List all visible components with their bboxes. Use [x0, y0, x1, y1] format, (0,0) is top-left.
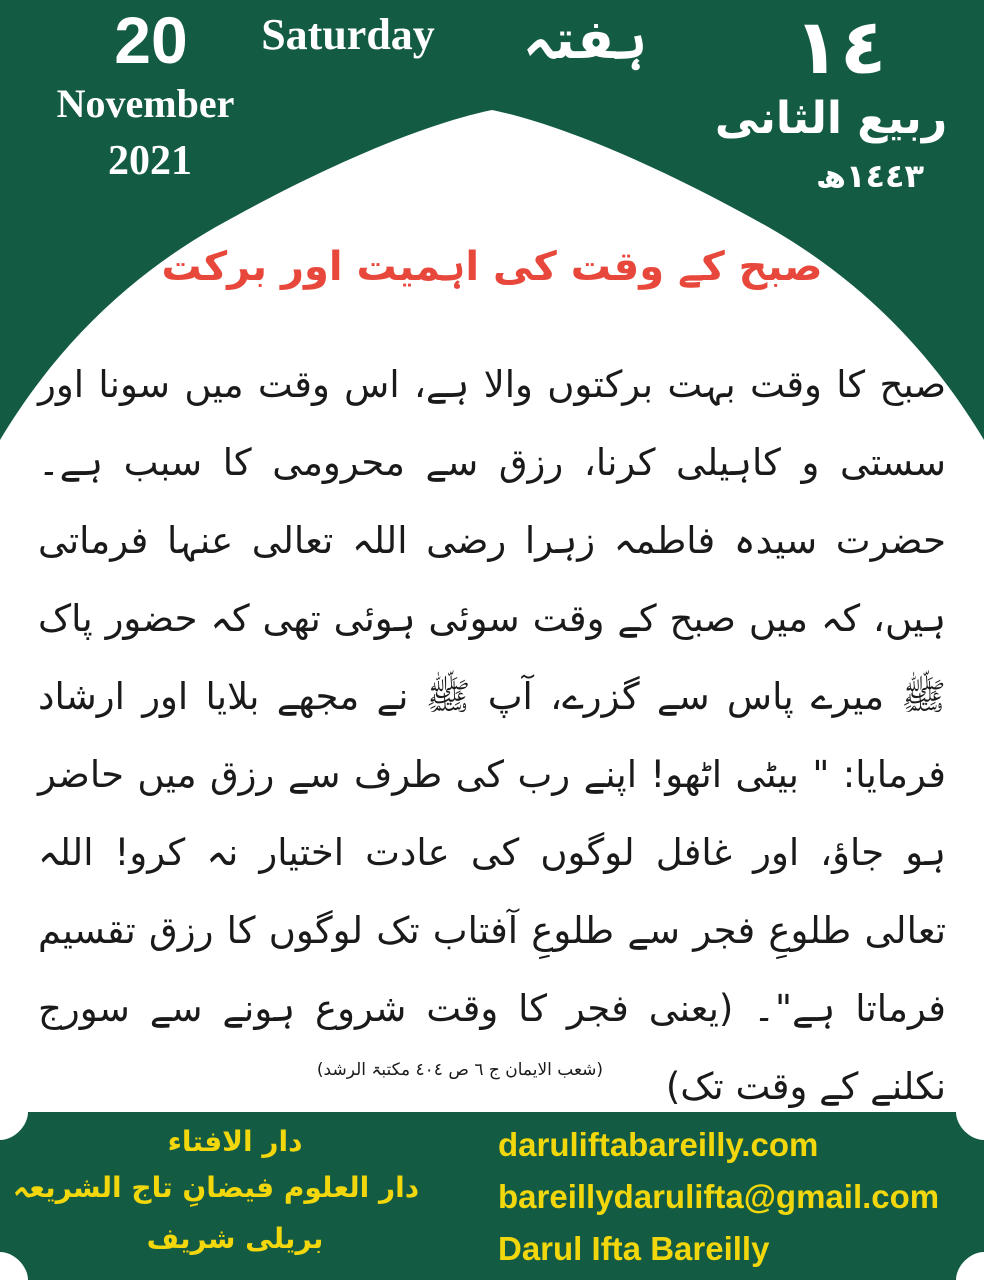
- urdu-weekday: ہفتہ: [522, 8, 648, 71]
- hijri-day: ١٤: [793, 2, 887, 91]
- footer-organization-name: Darul Ifta Bareilly: [498, 1230, 770, 1267]
- gregorian-month: November: [56, 81, 235, 126]
- gregorian-year: 2021: [108, 138, 192, 184]
- gregorian-day: 20: [114, 3, 188, 77]
- footer-email-link[interactable]: bareillydarulifta@gmail.com: [498, 1178, 940, 1215]
- hijri-year: ١٤٤٣ھ: [815, 157, 925, 195]
- source-reference: (شعب الایمان ج ٦ ص ٤٠٤ مکتبۃ الرشد): [316, 1060, 604, 1080]
- article-body: صبح کا وقت بہت برکتوں والا ہے، اس وقت میں سونا اور سستی و کاہیلی کرنا، رزق سے محرومی کا سبب ہے۔ حضرت سیدہ فاطمہ زہرا رضی اللہ تعالی عنہا فرماتی ہیں، کہ میں صبح کے وقت سوئی ہوئی تھی کہ حضور پاک ﷺ میرے پاس سے گزرے، آپ ﷺ نے مجھے بلایا اور ارشاد فرمایا: " بیٹی اٹھو! اپنے رب کی طرف سے رزق میں حاضر ہو جاؤ، اور غافل لوگوں کی عادت اختیار نہ کرو! اللہ تعالی طلوعِ فجر سے طلوعِ آفتاب تک لوگوں کا رزق تقسیم فرماتا ہے"۔ (یعنی فجر کا وقت شروع ہونے سے سورج نکلنے کے وقت تک): [38, 363, 946, 1108]
- article-title: صبح کے وقت کی اہمیت اور برکت: [161, 244, 823, 290]
- footer-institution: دار العلوم فیضانِ تاج الشریعہ: [12, 1171, 420, 1204]
- footer-city: بریلی شریف: [146, 1222, 324, 1255]
- footer-darul-ifta: دار الافتاء: [167, 1125, 303, 1158]
- hijri-month: ربیع الثانی: [714, 93, 948, 144]
- footer-website-link[interactable]: daruliftabareilly.com: [498, 1126, 819, 1163]
- gregorian-weekday: Saturday: [261, 10, 435, 59]
